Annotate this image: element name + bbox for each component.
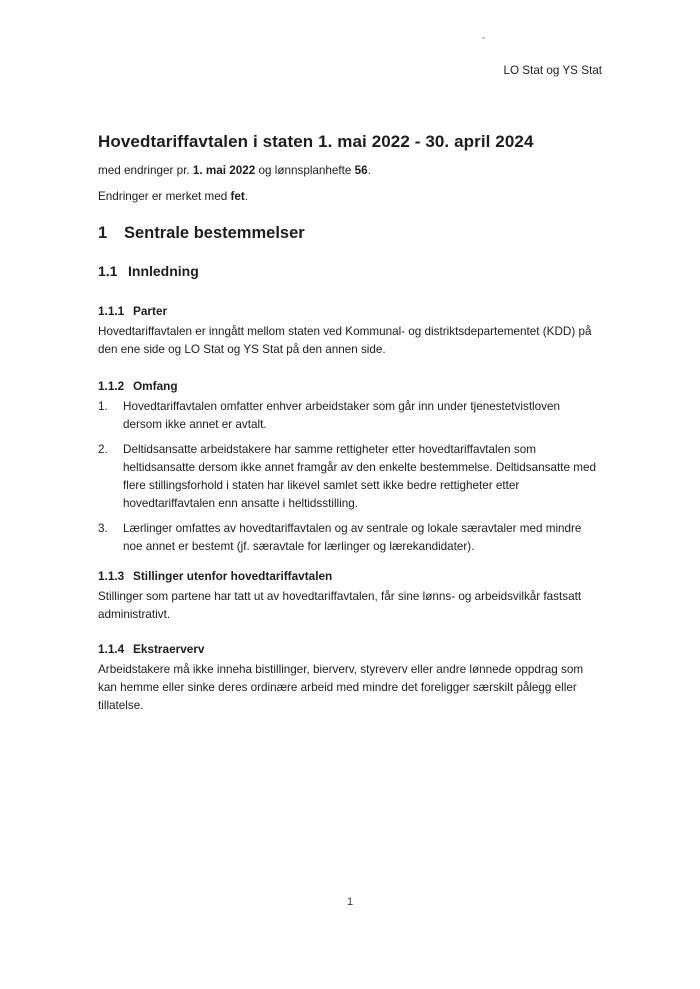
list-item-number: 2. <box>98 443 108 456</box>
subsection-heading-parter <box>98 303 602 319</box>
subsection-number: 1.1.3 <box>98 569 125 583</box>
subtitle-bold-number: 56 <box>354 164 368 177</box>
list-item <box>98 441 602 513</box>
document-content <box>98 0 602 715</box>
subtitle-pre: med endringer pr. <box>98 164 193 177</box>
document-title: Hovedtariffavtalen i staten 1. mai 2022 - 30. april 2024 <box>98 132 534 151</box>
list-item-text: Lærlinger omfattes av hovedtariffavtalen og av sentrale og lokale særavtaler med mindre noe annet er bestemt (jf. særavtale for lærlinger og lærekandidater). <box>123 522 582 553</box>
page-number: 1 <box>346 896 354 908</box>
subtitle-bold-date: 1. mai 2022 <box>192 164 256 177</box>
subsection-number: 1.1.2 <box>98 379 125 393</box>
subsection-number: 1.1.1 <box>98 304 125 318</box>
chapter-number: 1 <box>98 224 108 242</box>
note-line <box>98 189 602 205</box>
chapter-title: Sentrale bestemmelser <box>124 224 305 242</box>
omfang-numbered-list <box>98 398 602 556</box>
note-pre: Endringer er merket med <box>98 190 231 203</box>
subsection-title: Stillinger utenfor hovedtariffavtalen <box>133 569 333 583</box>
section-number: 1.1 <box>98 263 118 279</box>
list-item <box>98 520 602 556</box>
section-heading <box>98 262 602 281</box>
subtitle-line <box>98 163 602 179</box>
paragraph-parter: Hovedtariffavtalen er inngått mellom staten ved Kommunal- og distriktsdepartementet (KDD) på den ene side og LO Stat og YS Stat på den annen side. <box>98 325 592 356</box>
subtitle-end: . <box>367 164 371 177</box>
list-item-text: Deltidsansatte arbeidstakere har samme rettigheter etter hovedtariffavtalen som heltidsansatte dersom ikke annet framgår av den enkelte bestemmelse. Deltidsansatte med flere stillingsforhold i staten har likevel samlet sett ikke bedre rettigheter etter hovedtariffavtalen enn ansatte i heltidsstilling. <box>123 443 596 510</box>
paragraph-stillinger: Stillinger som partene har tatt ut av hovedtariffavtalen, får sine lønns- og arbeidsvilkår fastsatt administrativt. <box>98 590 582 621</box>
note-end: . <box>244 190 249 203</box>
page-footer <box>0 895 700 909</box>
list-item-number: 3. <box>98 522 108 535</box>
subsection-title: Parter <box>133 304 168 318</box>
subsection-heading-omfang <box>98 378 602 394</box>
subsection-title: Ekstraerverv <box>133 642 205 656</box>
header-right-text: LO Stat og YS Stat <box>503 64 602 77</box>
subsection-heading-stillinger <box>98 568 602 584</box>
note-bold: fet <box>230 190 245 203</box>
subsection-number: 1.1.4 <box>98 642 125 656</box>
subsection-title: Omfang <box>133 379 178 393</box>
paragraph-ekstraerverv: Arbeidstakere må ikke inneha bistillinger, bierverv, styreverv eller andre lønnede oppdrag som kan hemme eller sinke deres ordinære arbeid med mindre det foreligger særskilt pålegg eller tillatelse. <box>98 663 584 712</box>
section-title: Innledning <box>128 263 199 279</box>
chapter-heading <box>98 222 602 244</box>
list-item <box>98 398 602 434</box>
subtitle-mid: og lønnsplanhefte <box>255 164 355 177</box>
list-item-text: Hovedtariffavtalen omfatter enhver arbeidstaker som går inn under tjenestetvistloven dersom ikke annet er avtalt. <box>123 400 561 431</box>
list-item-number: 1. <box>98 400 108 413</box>
subsection-heading-ekstraerverv <box>98 641 602 657</box>
